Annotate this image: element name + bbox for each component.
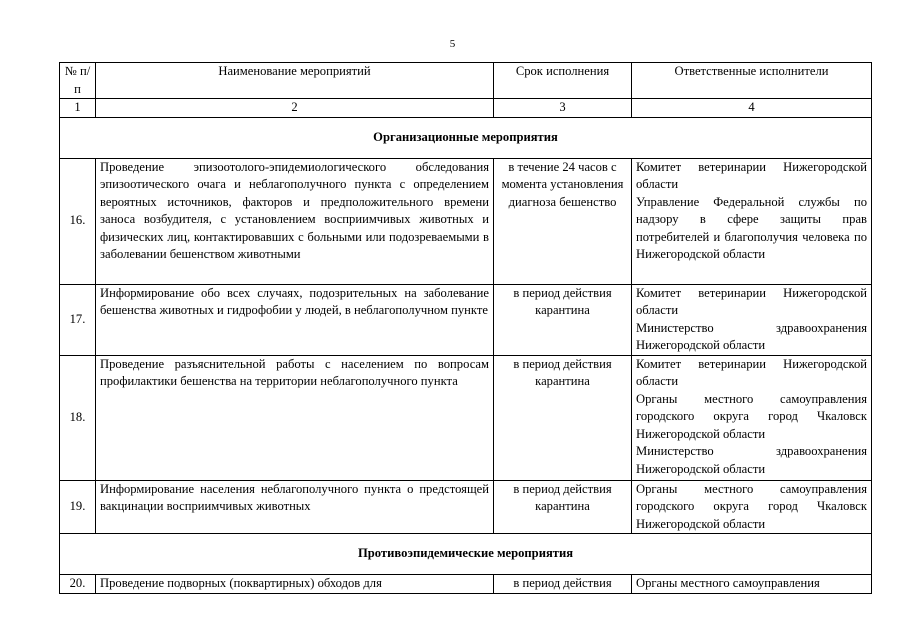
section-heading-row bbox=[60, 534, 872, 575]
column-index-row bbox=[60, 99, 872, 118]
measure-term: в период действия bbox=[494, 575, 632, 594]
responsible-cell bbox=[632, 158, 872, 284]
responsible-cell bbox=[632, 575, 872, 594]
responsible-item: Комитет ветеринарии Нижегородской области bbox=[636, 285, 867, 317]
responsible-item: Комитет ветеринарии Нижегородской области bbox=[636, 159, 867, 191]
responsible-item: Управление Федеральной службы по надзору в сфере защиты прав потребителей и благополучия человека по Нижегородской области bbox=[636, 194, 867, 261]
row-number: 17. bbox=[60, 284, 96, 355]
column-index: 1 bbox=[60, 99, 96, 118]
measure-term: в период действия карантина bbox=[494, 284, 632, 355]
responsible-item: Органы местного самоуправления городского округа город Чкаловск Нижегородской области bbox=[636, 481, 867, 531]
header-responsible: Ответственные исполнители bbox=[632, 63, 872, 99]
responsible-item: Министерство здравоохранения Нижегородской области bbox=[636, 320, 867, 352]
responsible-item: Органы местного самоуправления городского округа город Чкаловск Нижегородской области bbox=[636, 391, 867, 441]
responsible-item: Комитет ветеринарии Нижегородской области bbox=[636, 356, 867, 388]
row-number: 20. bbox=[60, 575, 96, 594]
table-header-row bbox=[60, 63, 872, 99]
measure-name: Проведение разъяснительной работы с населением по вопросам профилактики бешенства на территории неблагополучного пункта bbox=[96, 355, 494, 480]
table-row bbox=[60, 575, 872, 594]
table-row bbox=[60, 355, 872, 480]
responsible-cell bbox=[632, 355, 872, 480]
measure-name: Проведение подворных (поквартирных) обходов для bbox=[96, 575, 494, 594]
page-number: 5 bbox=[449, 38, 456, 50]
measures-table bbox=[59, 62, 872, 594]
column-index: 4 bbox=[632, 99, 872, 118]
row-number: 16. bbox=[60, 158, 96, 284]
column-index: 3 bbox=[494, 99, 632, 118]
section-title: Противоэпидемические мероприятия bbox=[60, 534, 872, 575]
header-num: № п/п bbox=[60, 63, 96, 99]
responsible-item: Органы местного самоуправления bbox=[636, 576, 820, 590]
header-name: Наименование мероприятий bbox=[96, 63, 494, 99]
section-heading-row bbox=[60, 117, 872, 158]
measure-term: в период действия карантина bbox=[494, 355, 632, 480]
table-row bbox=[60, 480, 872, 534]
row-number: 19. bbox=[60, 480, 96, 534]
measure-name: Информирование обо всех случаях, подозрительных на заболевание бешенства животных и гидрофобии у людей, в неблагополучном пункте bbox=[96, 284, 494, 355]
measure-name: Информирование населения неблагополучного пункта о предстоящей вакцинации восприимчивых животных bbox=[96, 480, 494, 534]
responsible-cell bbox=[632, 284, 872, 355]
table-row bbox=[60, 158, 872, 284]
responsible-item: Министерство здравоохранения Нижегородской области bbox=[636, 444, 867, 476]
column-index: 2 bbox=[96, 99, 494, 118]
section-title: Организационные мероприятия bbox=[60, 117, 872, 158]
row-number: 18. bbox=[60, 355, 96, 480]
measure-name: Проведение эпизоотолого-эпидемиологического обследования эпизоотического очага и неблагополучного пункта с определением вероятных источников, факторов и предположительного времени заноса возбудителя, с установлением восприимчивых животных и физических лиц, контактировавших с больными или подозреваемыми в заболевании бешенством животными bbox=[96, 158, 494, 284]
table-row bbox=[60, 284, 872, 355]
header-term: Срок исполнения bbox=[494, 63, 632, 99]
responsible-cell bbox=[632, 480, 872, 534]
measure-term: в период действия карантина bbox=[494, 480, 632, 534]
measure-term: в течение 24 часов с момента установления диагноза бешенство bbox=[494, 158, 632, 284]
